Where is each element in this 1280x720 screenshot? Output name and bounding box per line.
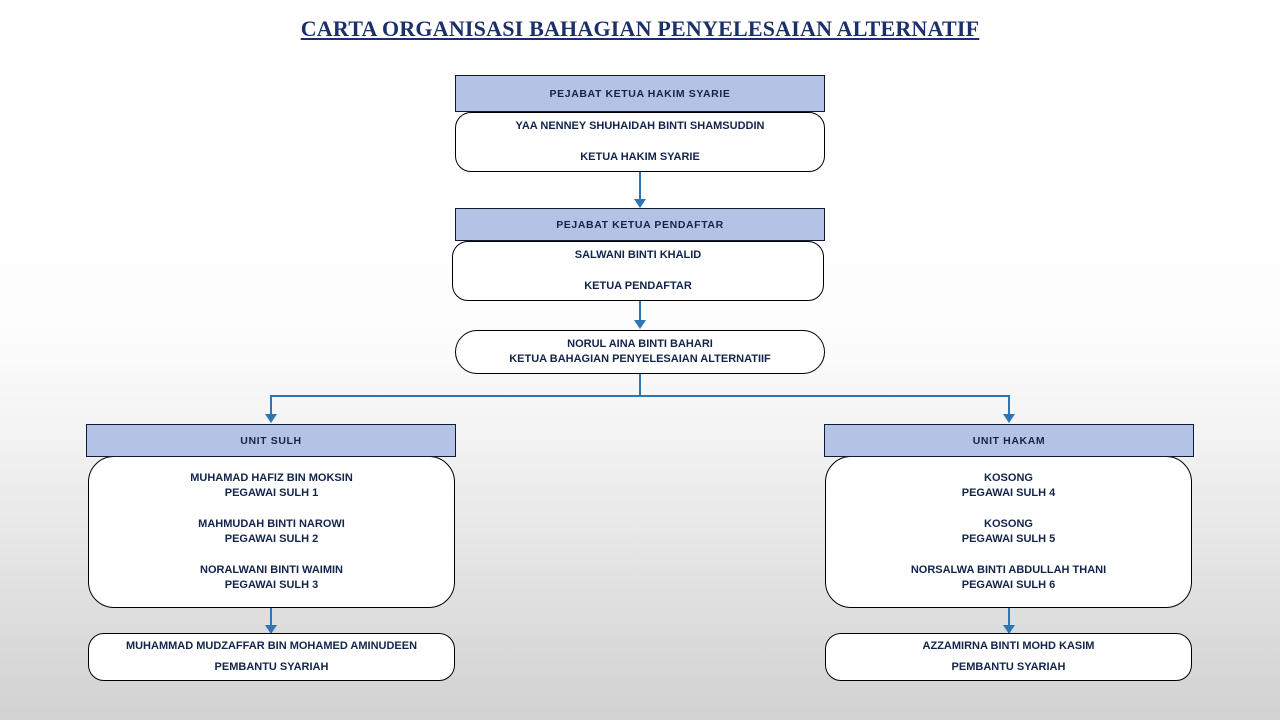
staff-name: MUHAMMAD MUDZAFFAR BIN MOHAMED AMINUDEEN (125, 640, 418, 652)
node-line: KETUA BAHAGIAN PENYELESAIAN ALTERNATIIF (509, 353, 771, 365)
staff-position: PEGAWAI SULH 1 (224, 487, 319, 499)
staff-position: PEGAWAI SULH 5 (961, 533, 1056, 545)
staff-name: NORSALWA BINTI ABDULLAH THANI (910, 564, 1107, 576)
arrow-icon (265, 414, 277, 423)
staff-name: MUHAMAD HAFIZ BIN MOKSIN (190, 472, 353, 484)
node-body-ketua-bahagian (455, 330, 825, 374)
staff-position: PEGAWAI SULH 2 (224, 533, 319, 545)
node-line: SALWANI BINTI KHALID (574, 249, 702, 261)
node-line: KETUA HAKIM SYARIE (580, 151, 700, 163)
node-line: YAA NENNEY SHUHAIDAH BINTI SHAMSUDDIN (515, 120, 765, 132)
staff-position: PEGAWAI SULH 4 (961, 487, 1056, 499)
staff-name: NORALWANI BINTI WAIMIN (200, 564, 343, 576)
staff-name: KOSONG (984, 472, 1033, 484)
staff-name: KOSONG (984, 518, 1033, 530)
arrow-icon (634, 320, 646, 329)
node-header-unit-sulh: UNIT SULH (86, 424, 456, 457)
staff-name: AZZAMIRNA BINTI MOHD KASIM (922, 640, 1095, 652)
staff-name: MAHMUDAH BINTI NAROWI (198, 518, 345, 530)
staff-position: PEGAWAI SULH 3 (224, 579, 319, 591)
connector-hakim-to-pendaftar (639, 172, 641, 200)
node-line: KETUA PENDAFTAR (584, 280, 692, 292)
staff-position: PEGAWAI SULH 6 (961, 579, 1056, 591)
arrow-icon (634, 199, 646, 208)
connector-pendaftar-to-bahagian (639, 301, 641, 321)
node-body-ketua-pendaftar (452, 241, 824, 301)
connector-bahagian-stem (639, 374, 641, 396)
node-header-unit-hakam: UNIT HAKAM (824, 424, 1194, 457)
node-line: NORUL AINA BINTI BAHARI (567, 338, 713, 350)
node-header-ketua-pendaftar: PEJABAT KETUA PENDAFTAR (455, 208, 825, 241)
node-header-ketua-hakim-syarie: PEJABAT KETUA HAKIM SYARIE (455, 75, 825, 112)
node-body-unit-hakam (825, 456, 1192, 608)
page-title: CARTA ORGANISASI BAHAGIAN PENYELESAIAN ALTERNATIF (300, 16, 980, 41)
arrow-icon (1003, 414, 1015, 423)
node-body-unit-sulh (88, 456, 455, 608)
staff-position: PEMBANTU SYARIAH (214, 661, 329, 673)
node-body-pembantu-hakam (825, 633, 1192, 681)
connector-units-bus (270, 395, 1010, 397)
staff-position: PEMBANTU SYARIAH (951, 661, 1066, 673)
node-body-pembantu-sulh (88, 633, 455, 681)
node-body-ketua-hakim-syarie (455, 112, 825, 172)
